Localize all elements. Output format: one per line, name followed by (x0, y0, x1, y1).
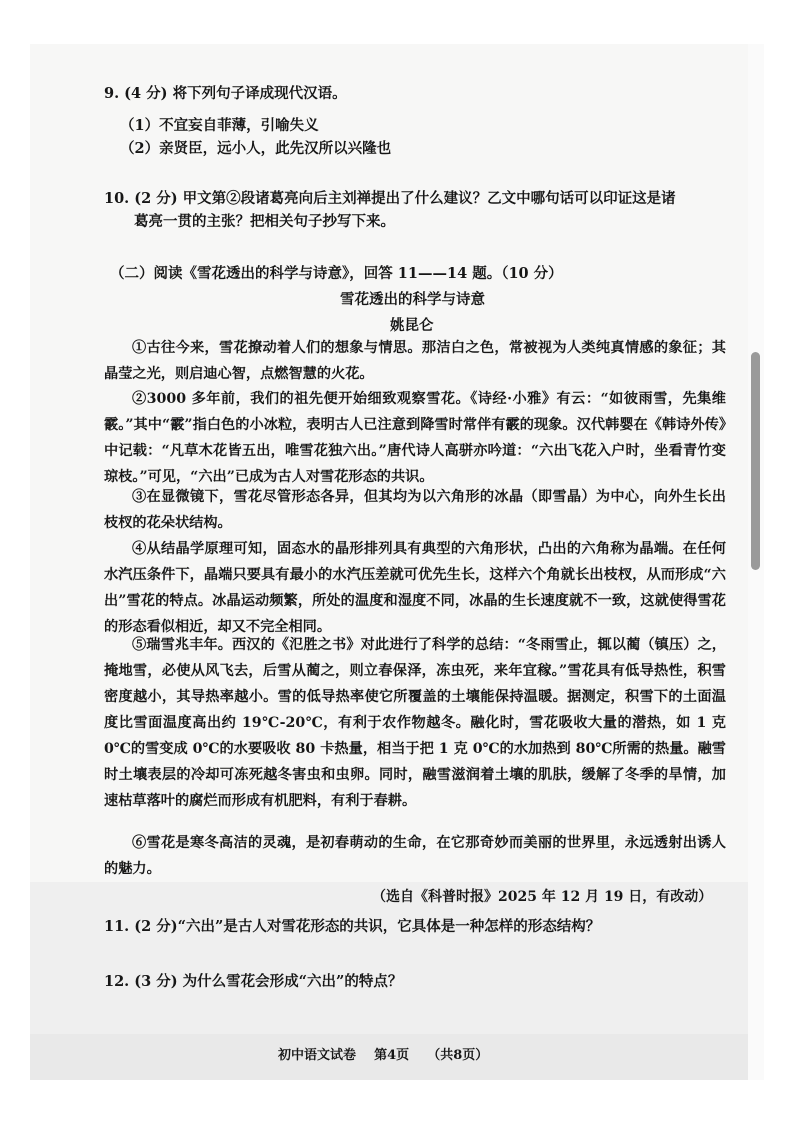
question-9-item-2: （2）亲贤臣，远小人，此先汉所以兴隆也 (120, 140, 392, 157)
article-source: （选自《科普时报》2025 年 12 月 19 日，有改动） (372, 889, 713, 905)
article-author: 姚昆仑 (390, 317, 434, 334)
question-12: 12. (3 分) 为什么雪花会形成“六出”的特点？ (104, 973, 403, 990)
article-paragraph-6: ⑥雪花是寒冬高洁的灵魂，是初春萌动的生命，在它那奇妙而美丽的世界里，永远透射出诱人的魅力。 (104, 835, 726, 877)
question-10-line-1: 10. (2 分) 甲文第②段诸葛亮向后主刘禅提出了什么建议？乙文中哪句话可以印证这是诸 (104, 190, 676, 207)
article-paragraph-5: ⑤瑞雪兆丰年。西汉的《氾胜之书》对此进行了科学的总结：“冬雨雪止，辄以蔺（镇压）之，掩地雪，必使从风飞去，后雪从蔺之，则立春保泽，冻虫死，来年宜稼。”雪花具有低导热性，积雪密度越小，其导热率越小。雪的低导热率使它所覆盖的土壤能保持温暖。据测定，积雪下的土面温度比雪面温度高出约 19℃-20℃，有利于农作物越冬。融化时，雪花吸收大量的潜热，如 1 克 0℃的雪变成 0℃的水要吸收 80 卡热量，相当于把 1 克 0℃的水加热到 80℃所需的热量。融雪时土壤表层的冷却可冻死越冬害虫和虫卵。同时，融雪滋润着土壤的肌肤，缓解了冬季的旱情，加速枯草落叶的腐烂而形成有机肥料，有利于春耕。 (104, 637, 726, 809)
article-paragraph-1: ①古往今来，雪花撩动着人们的想象与情思。那洁白之色，常被视为人类纯真情感的象征；其晶莹之光，则启迪心智，点燃智慧的火花。 (104, 340, 726, 382)
article-paragraph-3: ③在显微镜下，雪花尽管形态各异，但其均为以六角形的冰晶（即雪晶）为中心，向外生长出枝杈的花朵状结构。 (104, 489, 726, 531)
article-paragraph-2: ②3000 多年前，我们的祖先便开始细致观察雪花。《诗经·小雅》有云：“如彼雨雪，先集维霰。”其中“霰”指白色的小冰粒，表明古人已注意到降雪时常伴有霰的现象。汉代韩婴在《韩诗外传》中记载：“凡草木花皆五出，唯雪花独六出。”唐代诗人高骈亦吟道：“六出飞花入户时，坐看青竹变琼枝。”可见，“六出”已成为古人对雪花形态的共识。 (104, 391, 726, 485)
article-title: 雪花透出的科学与诗意 (340, 291, 485, 308)
question-9-stem: 9. (4 分) 将下列句子译成现代汉语。 (104, 85, 347, 102)
question-9-item-1: （1）不宜妄自菲薄，引喻失义 (120, 117, 319, 134)
question-10-line-2: 葛亮一贯的主张？把相关句子抄写下来。 (134, 213, 395, 230)
section-2-heading: （二）阅读《雪花透出的科学与诗意》，回答 11——14 题。（10 分） (110, 265, 563, 282)
article-paragraph-4: ④从结晶学原理可知，固态水的晶形排列具有典型的六角形状，凸出的六角称为晶端。在任何水汽压条件下，晶端只要具有最小的水汽压差就可优先生长，这样六个角就长出枝杈，从而形成“六出”雪花的特点。冰晶运动频繁，所处的温度和湿度不同，冰晶的生长速度就不一致，这就使得雪花的形态看似相近，却又不完全相同。 (104, 541, 726, 635)
question-11: 11. (2 分)“六出”是古人对雪花形态的共识，它具体是一种怎样的形态结构？ (104, 918, 601, 935)
page-footer: 初中语文试卷 第4页 （共8页） (278, 1048, 489, 1063)
scrollbar-thumb[interactable] (751, 352, 760, 570)
